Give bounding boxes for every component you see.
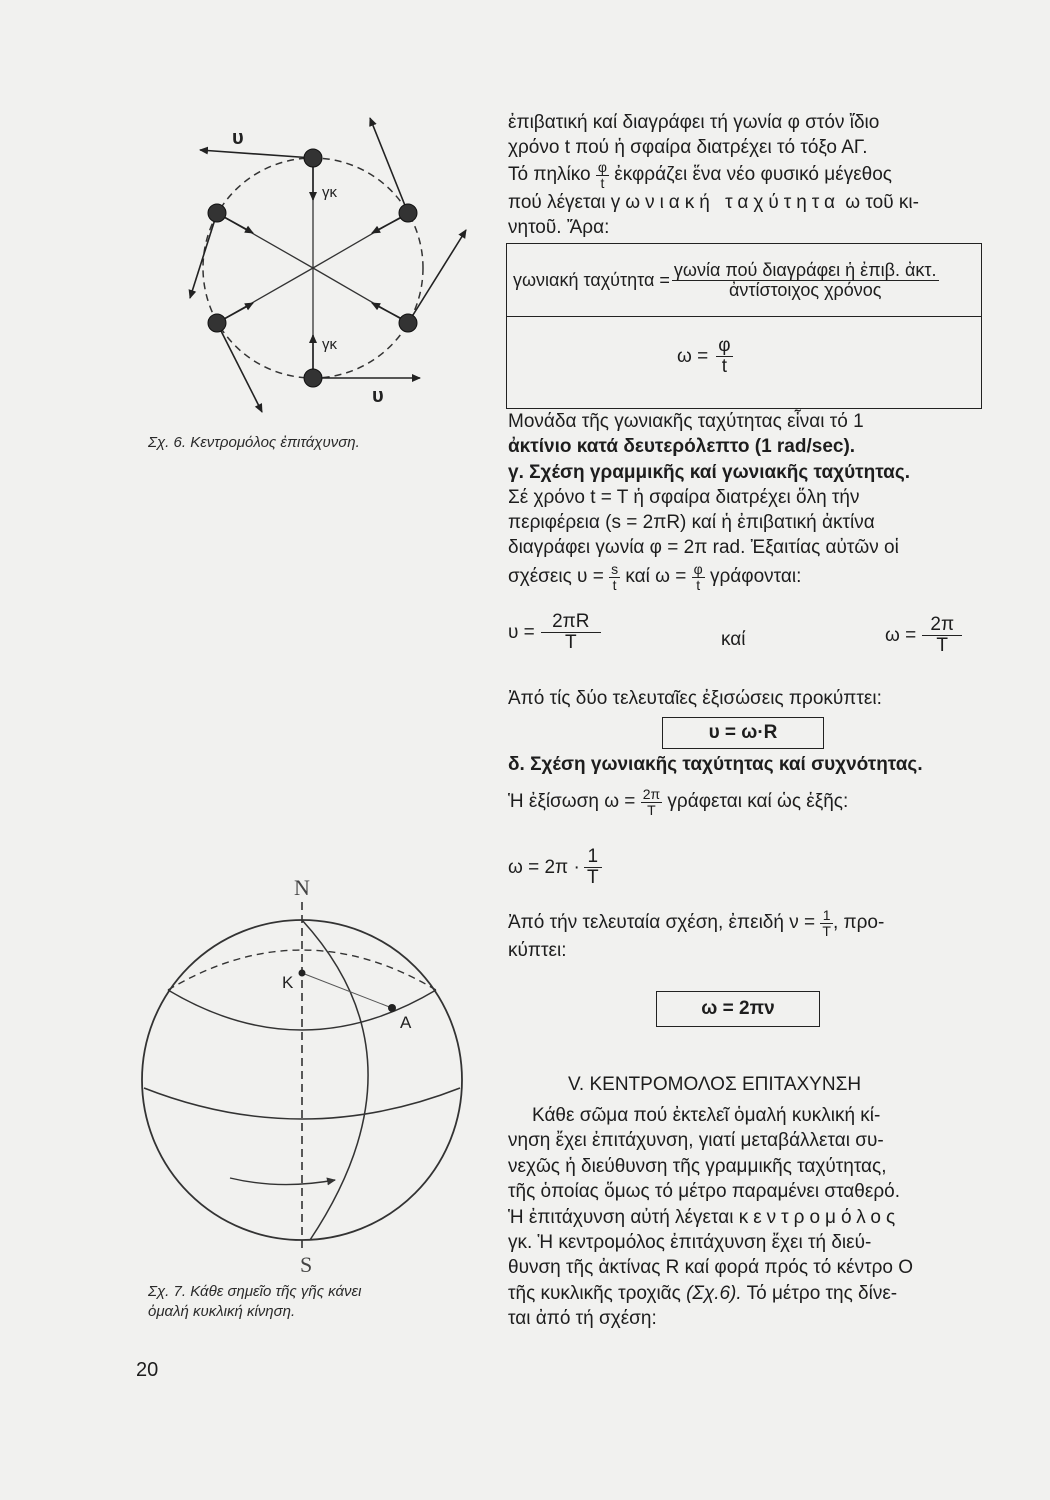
label-K: K: [282, 973, 294, 992]
section-d: δ. Σχέση γωνιακῆς ταχύτητας καί συχνότητας. Ἡ ἐξίσωση ω = $\frac{2\pi}{T}$ γράφεται καί ὡς ἑξῆς:: [508, 752, 983, 817]
section-v-heading: V. ΚΕΝΤΡΟΜΟΛΟΣ ΕΠΙΤΑΧΥΝΣΗ: [568, 1074, 862, 1095]
section-g: γ. Σχέση γραμμικῆς καί γωνιακῆς ταχύτητας. Σέ χρόνο t = T ἡ σφαίρα διατρέχει ὅλη τήν περιφέρεια (s = 2πR) καί ἡ ἐπιβατική ἀκτίνα διαγράφει γωνία φ = 2π rad. Ἐξαιτίας αὐτῶν οἱ σχέσεις υ = $\frac{s}{t}$ καί ω = $\frac{\varphi}{t}$ γράφονται:: [508, 460, 983, 592]
equation-w: ω = $\frac{2\pi}{T}$: [885, 615, 962, 656]
ball: [304, 369, 322, 387]
figure-6-caption: Σχ. 6. Κεντρομόλος ἐπιτάχυνση.: [148, 434, 360, 451]
ball: [399, 314, 417, 332]
gk-arrow-ur: [372, 217, 402, 233]
equation-w-2pi-1-over-T: ω = 2π · $\frac{1}{T}$: [508, 847, 602, 888]
meridian: [302, 920, 368, 1240]
gk-arrow-ll: [224, 303, 253, 319]
unit-paragraph: Μονάδα τῆς γωνιακῆς ταχύτητας εἶναι τό 1 ἀκτίνιο κατά δευτερόλεπτο (1 rad/sec).: [508, 411, 864, 457]
ball: [208, 314, 226, 332]
intro-paragraph: ἐπιβατική καί διαγράφει τή γωνία φ στόν ἴδιο χρόνο t πού ἡ σφαίρα διατρέχει τό τόξο ΑΓ. Τό πηλίκο $\frac{\varphi}{t}$ ἐκφράζει ἕνα νέο φυσικό μέγεθος πού λέγεται γωνιακή ταχύτητα ω τοῦ κι- νητοῦ. Ἄρα:: [508, 112, 919, 239]
ball: [304, 149, 322, 167]
label-south: S: [300, 1252, 313, 1277]
v-arrow-ur: [370, 118, 408, 213]
gk-arrow-ul: [224, 217, 253, 233]
equation-v: υ = $\frac{2\pi R}{T}$: [508, 612, 601, 653]
v-arrow-ul: [190, 213, 217, 298]
section-v-paragraph: Κάθε σῶμα πού ἐκτελεῖ ὁμαλή κυκλική κί- νηση ἔχει ἐπιτάχυνση, γιατί μεταβάλλεται συ- νεχῶς ἡ διεύθυνση τῆς γραμμικῆς ταχύτητας, τῆς ὁποίας ὅμως τό μέτρο παραμένει σταθερό. Ἡ ἐπιτάχυνση αὐτή λέγεται κεντρομόλος γκ. Ἡ κεντρομόλος ἐπιτάχυνση ἔχει τή διεύ- θυνση τῆς ἀκτίνας R καί φορά πρός τό κέντρο Ο τῆς κυκλικῆς τροχιᾶς (Σχ.6). Τό μέτρο της δίνε- ται ἀπό τή σχέση:: [508, 1105, 914, 1330]
fraction-phi-t: $\frac{\varphi}{t}$: [597, 159, 607, 191]
ball: [208, 204, 226, 222]
figure-7-earth: [130, 860, 475, 1280]
v-arrow-top: [200, 150, 313, 158]
result-intro: Ἀπό τίς δύο τελευταῖες ἐξισώσεις προκύπτει:: [508, 688, 882, 709]
figure-7-caption: Σχ. 7. Κάθε σημεῖο τῆς γῆς κάνει ὁμαλή κυκλική κίνηση.: [148, 1283, 362, 1320]
section-d-frequency: Ἀπό τήν τελευταία σχέση, ἐπειδή ν = $\frac{1}{T}$ , προ- κύπτει:: [508, 907, 885, 962]
label-gk-top: γκ: [322, 184, 337, 201]
ball: [399, 204, 417, 222]
label-v-bottom: υ: [372, 385, 384, 407]
result-box-v-wR: υ = ω·R: [662, 717, 824, 749]
equation-and: καί: [721, 629, 746, 650]
label-north: N: [294, 875, 310, 900]
page-number: 20: [136, 1359, 159, 1381]
label-v-top: υ: [232, 127, 244, 149]
label-A: A: [400, 1013, 412, 1032]
result-box-w-2pi-nu: ω = 2πν: [656, 991, 820, 1027]
gk-arrow-lr: [372, 303, 402, 319]
definition-box: γωνιακή ταχύτητα = $\frac{\text{γωνία πού διαγράφει ἡ ἐπιβ. ἀκτ.}}{\text{ἀντίστοιχος χρόνος}}$ ω = $\frac{\varphi}{t}$: [506, 243, 982, 409]
rotation-arrow: [230, 1178, 335, 1185]
section-d-heading: δ. Σχέση γωνιακῆς ταχύτητας καί συχνότητας.: [508, 754, 923, 775]
section-g-heading: γ. Σχέση γραμμικῆς καί γωνιακῆς ταχύτητας.: [508, 462, 911, 483]
v-arrow-ll: [217, 323, 262, 412]
figure-6-centripetal: [150, 100, 480, 430]
v-arrow-lr: [408, 230, 466, 323]
label-gk-bottom: γκ: [322, 336, 337, 353]
